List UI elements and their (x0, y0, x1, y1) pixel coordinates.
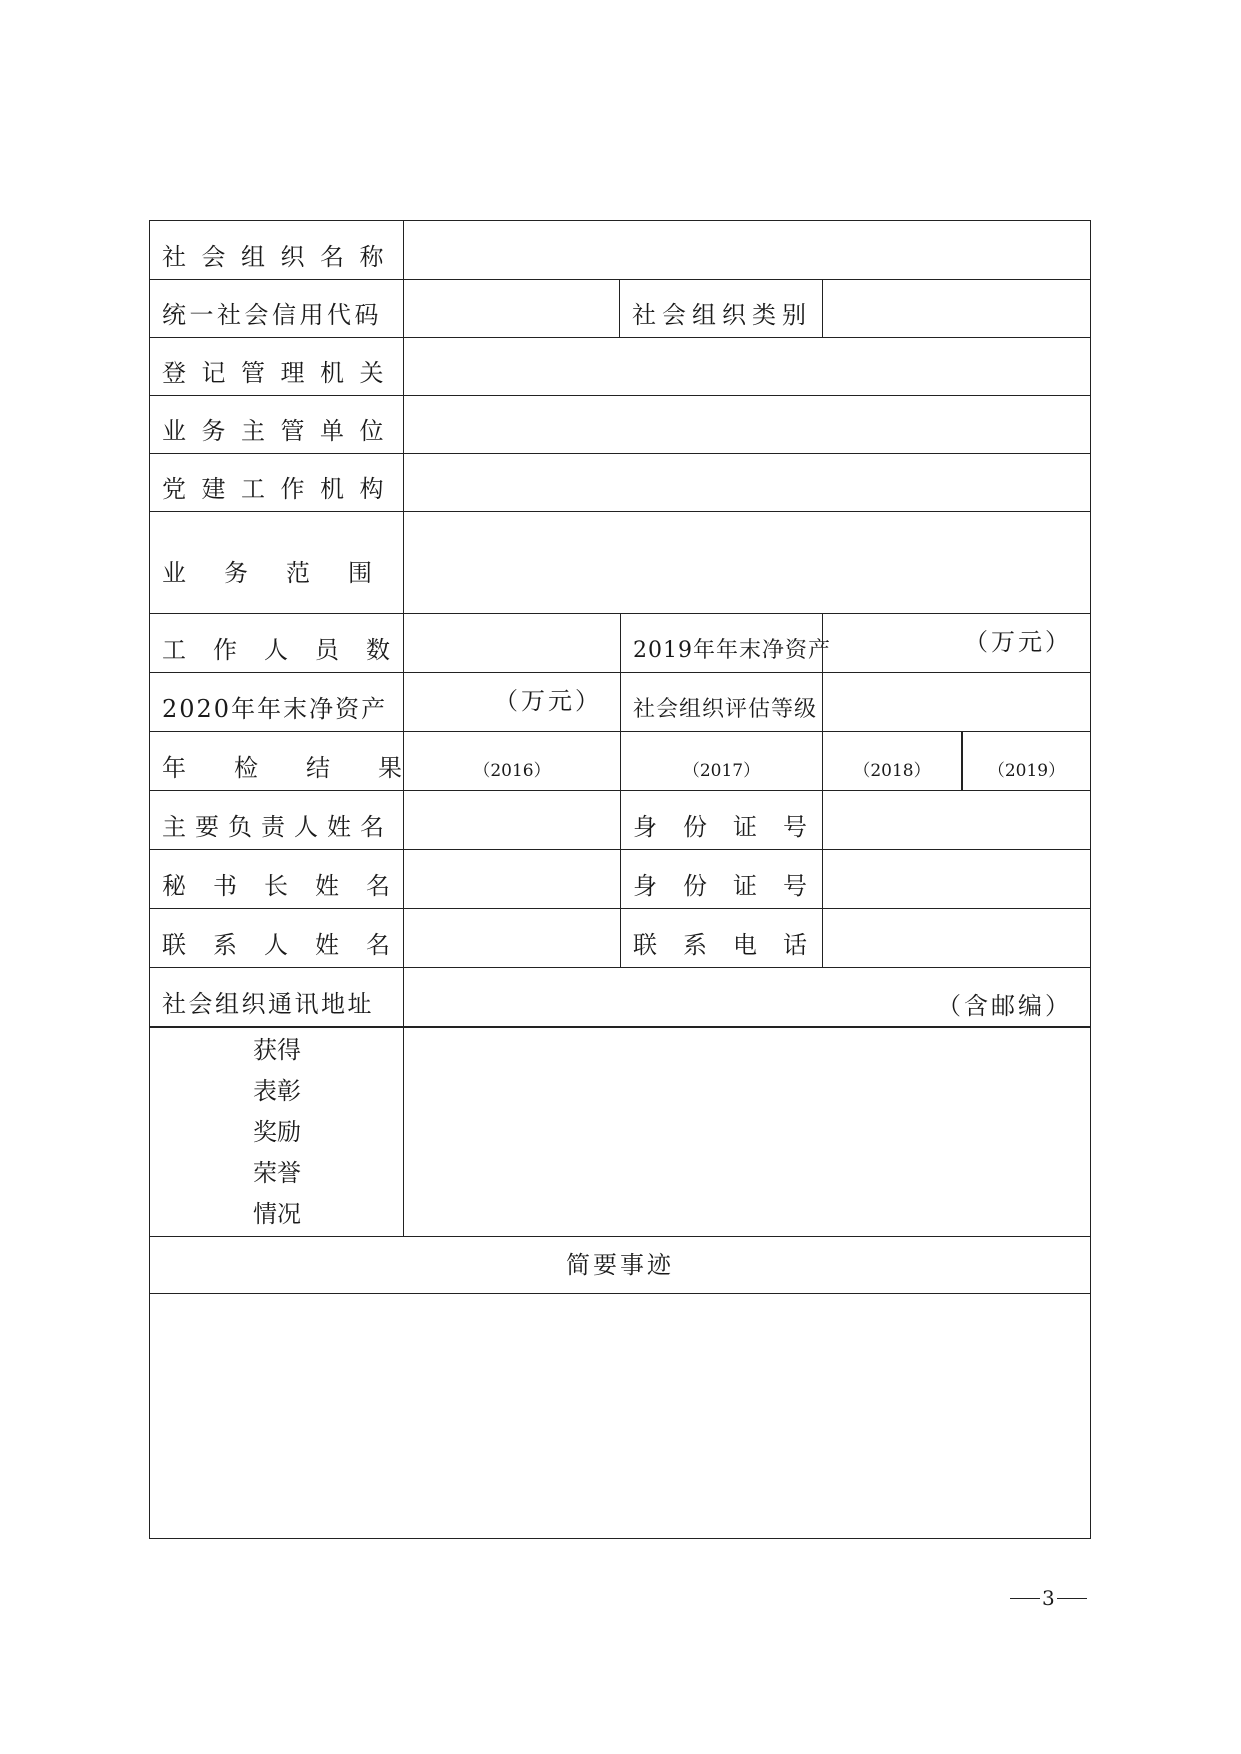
label-text: 简要事迹 (566, 1250, 674, 1279)
supervisory-unit-field[interactable] (404, 395, 1090, 453)
inspection-2019-field[interactable] (963, 731, 1090, 790)
label-secretary-id (621, 849, 833, 908)
secretary-id-field[interactable] (823, 849, 1090, 908)
label-business-scope (150, 511, 410, 613)
unit-text: （万元） (964, 628, 1072, 656)
year-label: （2017） (682, 761, 761, 781)
year-label: （2019） (987, 761, 1066, 781)
label-text: 社会组织通讯地址 (162, 990, 374, 1018)
business-scope-field[interactable] (404, 511, 1090, 613)
label-leader-id (621, 790, 833, 849)
brief-deeds-field[interactable] (150, 1294, 1090, 1538)
label-secretary-name (150, 849, 417, 908)
label-text: 统一社会信用代码 (162, 301, 382, 329)
net-assets-2019-field[interactable] (823, 613, 1090, 672)
label-honors (150, 1028, 404, 1236)
contact-phone-field[interactable] (823, 908, 1090, 967)
leader-name-field[interactable] (404, 790, 620, 849)
label-text: 身份证号 (633, 872, 833, 900)
label-text: 社会组织名称 (162, 243, 399, 271)
inspection-2016-field[interactable] (404, 731, 620, 790)
registration-authority-field[interactable] (404, 337, 1090, 395)
label-org-category (620, 279, 822, 337)
evaluation-level-field[interactable] (823, 672, 1090, 731)
label-text: 2019年年末净资产 (633, 638, 831, 663)
honors-line: 获得 (253, 1035, 301, 1064)
label-net-assets-2020 (150, 672, 403, 731)
label-text: 联系电话 (633, 931, 833, 959)
honors-line: 奖励 (253, 1117, 301, 1146)
label-brief-deeds (150, 1236, 1090, 1293)
leader-id-field[interactable] (823, 790, 1090, 849)
label-text: 工作人员数 (162, 636, 417, 664)
org-name-field[interactable] (404, 221, 1090, 279)
label-text: 党建工作机构 (162, 475, 399, 503)
label-text: 登记管理机关 (162, 359, 399, 387)
label-org-name (150, 221, 403, 279)
staff-count-field[interactable] (404, 613, 620, 672)
application-form-table (149, 220, 1091, 1539)
honors-line: 情况 (253, 1199, 301, 1228)
label-evaluation-level (621, 672, 822, 731)
label-text: 联系人姓名 (162, 931, 417, 959)
contact-name-field[interactable] (404, 908, 620, 967)
page-number (1010, 1586, 1087, 1610)
label-contact-name (150, 908, 417, 967)
inspection-2018-field[interactable] (823, 731, 961, 790)
label-text: 主要负责人姓名 (162, 813, 393, 841)
page-number-text: 3 (1042, 1586, 1055, 1610)
label-contact-phone (621, 908, 833, 967)
label-registration-authority (150, 337, 403, 395)
unit-text: （含邮编） (937, 992, 1072, 1020)
label-party-org (150, 453, 403, 511)
address-field[interactable] (404, 967, 1090, 1026)
honors-line: 表彰 (253, 1076, 301, 1105)
unit-text: （万元） (494, 687, 602, 715)
label-text: 身份证号 (633, 813, 833, 841)
year-label: （2016） (473, 761, 551, 781)
label-leader-name (150, 790, 403, 849)
net-assets-2020-field[interactable] (404, 672, 620, 731)
label-address (150, 967, 403, 1026)
honors-line: 荣誉 (253, 1158, 301, 1187)
label-text: 年检结果 (162, 754, 450, 782)
label-staff-count (150, 613, 417, 672)
label-text: 社会组织评估等级 (633, 697, 818, 722)
secretary-name-field[interactable] (404, 849, 620, 908)
label-text: 社会组织类别 (632, 301, 812, 329)
org-category-field[interactable] (823, 279, 1090, 337)
honors-field[interactable] (404, 1028, 1090, 1236)
label-text: 业务主管单位 (162, 417, 399, 445)
party-org-field[interactable] (404, 453, 1090, 511)
page-dash-right (1057, 1598, 1087, 1599)
credit-code-field[interactable] (404, 279, 619, 337)
label-supervisory-unit (150, 395, 403, 453)
page-dash-left (1010, 1598, 1040, 1599)
year-label: （2018） (853, 761, 931, 781)
label-text: 秘书长姓名 (162, 872, 417, 900)
label-annual-inspection (150, 731, 450, 790)
label-text: 2020年年末净资产 (162, 695, 388, 723)
inspection-2017-field[interactable] (621, 731, 822, 790)
label-net-assets-2019 (621, 613, 831, 672)
label-credit-code (150, 279, 403, 337)
label-text: 业务范围 (162, 559, 410, 587)
